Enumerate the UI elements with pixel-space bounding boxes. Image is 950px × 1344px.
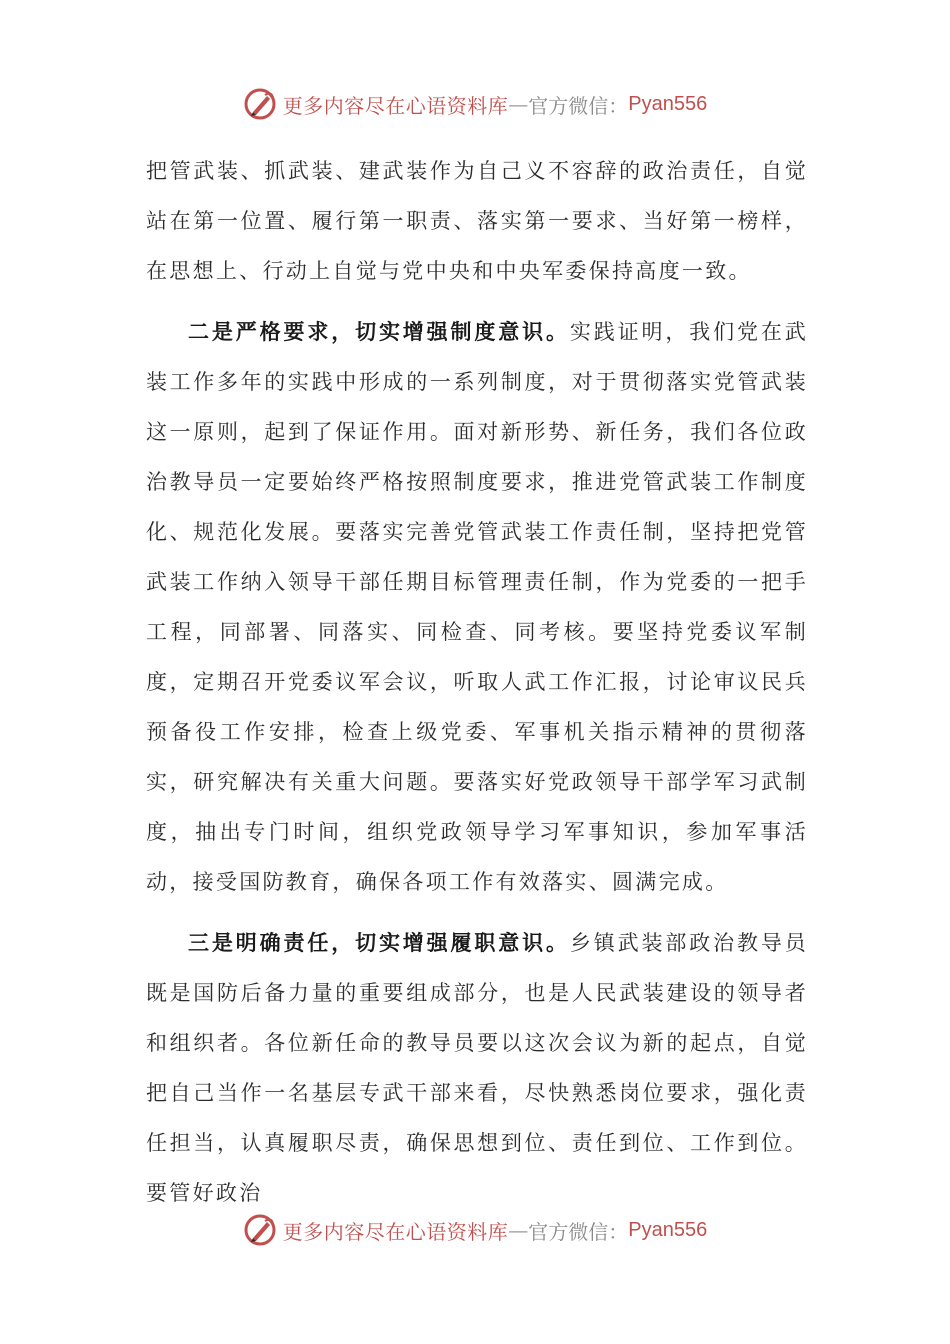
wechat-label: 官方微信： bbox=[528, 1219, 629, 1244]
pen-logo-icon bbox=[243, 87, 277, 121]
paragraph-continued bbox=[146, 146, 808, 296]
site-name: 更多内容尽在心语资料库 bbox=[282, 1219, 509, 1244]
paragraph-text: 实践证明，我们党在武装工作多年的实践中形成的一系列制度，对于贯彻落实党管武装这一原则，起到了保证作用。面对新形势、新任务，我们各位政治教导员一定要始终严格按照制度要求，推进党管武装工作制度化、规范化发展。要落实完善党管武装工作责任制，坚持把党管武装工作纳入领导干部任期目标管理责任制，作为党委的一把手工程，同部署、同落实、同检查、同考核。要坚持党委议军制度，定期召开党委议军会议，听取人武工作汇报，讨论审议民兵预备役工作安排，检查上级党委、军事机关指示精神的贯彻落实，研究解决有关重大问题。要落实好党政领导干部学军习武制度，抽出专门时间，组织党政领导学习军事知识，参加军事活动，接受国防教育，确保各项工作有效落实、圆满完成。 bbox=[146, 320, 808, 894]
footer-watermark bbox=[0, 1210, 950, 1250]
paragraph-point-three bbox=[146, 918, 808, 1218]
pen-logo-icon bbox=[243, 1213, 277, 1247]
wechat-id: Pyan556 bbox=[628, 92, 708, 115]
paragraph-text: 把管武装、抓武装、建武装作为自己义不容辞的政治责任，自觉站在第一位置、履行第一职责、落实第一要求、当好第一榜样，在思想上、行动上自觉与党中央和中央军委保持高度一致。 bbox=[146, 159, 808, 283]
separator: — bbox=[508, 1218, 529, 1242]
document-body bbox=[146, 146, 808, 1218]
wechat-label: 官方微信： bbox=[528, 93, 629, 118]
header-watermark bbox=[0, 84, 950, 124]
site-name: 更多内容尽在心语资料库 bbox=[282, 93, 509, 118]
paragraph-heading: 三是明确责任，切实增强履职意识。 bbox=[188, 930, 570, 955]
separator: — bbox=[508, 92, 529, 116]
wechat-id: Pyan556 bbox=[628, 1218, 708, 1241]
paragraph-text: 乡镇武装部政治教导员既是国防后备力量的重要组成部分，也是人民武装建设的领导者和组织者。各位新任命的教导员要以这次会议为新的起点，自觉把自己当作一名基层专武干部来看，尽快熟悉岗位要求，强化责任担当，认真履职尽责，确保思想到位、责任到位、工作到位。要管好政治 bbox=[146, 931, 808, 1205]
paragraph-heading: 二是严格要求，切实增强制度意识。 bbox=[188, 319, 570, 344]
paragraph-point-two bbox=[146, 307, 808, 907]
